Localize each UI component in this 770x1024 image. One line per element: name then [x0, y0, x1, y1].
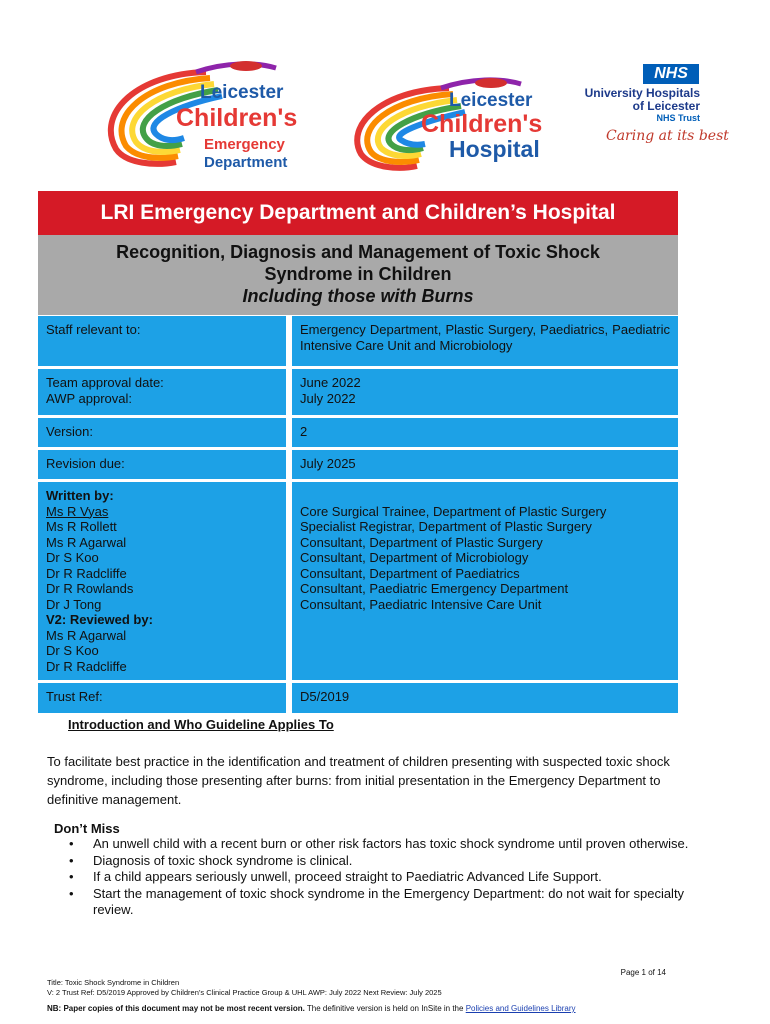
author-role: Consultant, Paediatric Emergency Department [300, 581, 569, 596]
author-name: Ms R Rollett [46, 519, 117, 534]
subtitle-line2: Syndrome in Children [264, 264, 452, 284]
footer-note [47, 1004, 576, 1013]
approval-labels [38, 369, 292, 418]
uhl-name-line1: University Hospitals [584, 86, 700, 100]
author-role: Core Surgical Trainee, Department of Plastic Surgery [300, 503, 607, 519]
list-item-text: Diagnosis of toxic shock syndrome is clinical. [93, 852, 353, 868]
ed-logo-line2: Children's [176, 104, 298, 132]
subtitle-line1: Recognition, Diagnosis and Management of Toxic Shock [116, 242, 600, 262]
revision-value: July 2025 [292, 450, 678, 482]
table-row [38, 450, 678, 482]
author-name: Ms R Agarwal [46, 534, 127, 550]
author-name: Dr J Tong [46, 596, 102, 612]
list-item [54, 886, 694, 919]
list-item [54, 836, 694, 853]
author-name: Ms R Vyas [46, 503, 109, 519]
awp-approval-label: AWP approval: [46, 390, 132, 406]
table-row [38, 683, 678, 716]
footer-note-text: The definitive version is held on InSite in the [304, 1004, 466, 1013]
table-row [38, 316, 678, 369]
reviewed-by-label: V2: Reviewed by: [46, 612, 153, 627]
document-subtitle [38, 235, 678, 315]
dont-miss-list [54, 836, 694, 919]
author-role: Consultant, Paediatric Intensive Care Unit [300, 596, 542, 612]
trust-ref-label: Trust Ref: [38, 683, 292, 716]
list-item [54, 869, 694, 886]
uhl-trust-label: NHS Trust [656, 113, 700, 123]
ed-logo-line3: Emergency [204, 136, 285, 153]
staff-relevant-value: Emergency Department, Plastic Surgery, Paediatrics, Paediatric Intensive Care Unit and Microbiology [292, 316, 678, 369]
ed-logo-line4: Department [204, 154, 288, 171]
hospital-logo-line3: Hospital [449, 136, 540, 162]
uhl-tagline: Caring at its best [606, 128, 729, 144]
uhl-name-line2: of Leicester [632, 99, 700, 113]
awp-approval-value: July 2022 [300, 390, 356, 406]
bullet-icon: • [69, 836, 74, 851]
written-by-label: Written by: [46, 488, 114, 503]
bullet-icon: • [69, 852, 74, 868]
intro-paragraph: To facilitate best practice in the identification and treatment of children presenting with suspected toxic shock syndrome, including those presenting after burns: from initial presentation in the Emergency Department to definitive management. [47, 754, 670, 807]
bullet-icon: • [69, 869, 74, 884]
policies-library-link[interactable]: Policies and Guidelines Library [465, 1004, 576, 1013]
hospital-logo-line1: Leicester [449, 90, 533, 111]
author-role: Consultant, Department of Plastic Surgery [300, 534, 543, 550]
document-control-table [38, 316, 678, 716]
table-row [38, 418, 678, 450]
list-item-text: Start the management of toxic shock syndrome in the Emergency Department: do not wait for specialty review. [93, 885, 685, 917]
author-name: Dr R Radcliffe [46, 565, 127, 581]
revision-label: Revision due: [38, 450, 292, 482]
version-value: 2 [292, 418, 678, 450]
team-approval-label: Team approval date: [46, 375, 164, 390]
author-role: Consultant, Department of Paediatrics [300, 565, 520, 581]
footer-note-bold: NB: Paper copies of this document may not be most recent version. [47, 1004, 305, 1013]
subtitle-line3: Including those with Burns [242, 286, 474, 306]
author-name: Dr R Rowlands [46, 581, 134, 596]
footer-title: Title: Toxic Shock Syndrome in Children [47, 978, 180, 987]
trust-ref-value: D5/2019 [292, 683, 678, 716]
page-number: Page 1 of 14 [620, 968, 666, 977]
nhs-logo: NHS [643, 64, 699, 84]
reviewer-name: Dr R Radcliffe [46, 658, 127, 674]
team-approval-value: June 2022 [300, 375, 361, 390]
intro-heading: Introduction and Who Guideline Applies To [68, 717, 334, 732]
authors-cell [38, 482, 292, 683]
document-title: LRI Emergency Department and Children’s Hospital [38, 191, 678, 235]
reviewer-name: Dr S Koo [46, 643, 99, 658]
childrens-hospital-logo [345, 74, 575, 174]
list-item-text: An unwell child with a recent burn or other risk factors has toxic shock syndrome until proven otherwise. [93, 836, 689, 851]
approval-values [292, 369, 678, 418]
table-row [38, 482, 678, 683]
hospital-logo-line2: Children's [421, 110, 543, 138]
version-label: Version: [38, 418, 292, 450]
author-role: Specialist Registrar, Department of Plastic Surgery [300, 519, 592, 534]
roles-cell [292, 482, 678, 683]
list-item-text: If a child appears seriously unwell, proceed straight to Paediatric Advanced Life Support. [93, 869, 602, 884]
bullet-icon: • [69, 885, 74, 901]
list-item [54, 853, 694, 870]
table-row [38, 369, 678, 418]
dont-miss-heading: Don’t Miss [54, 821, 120, 836]
ed-logo-line1: Leicester [200, 82, 284, 103]
author-role: Consultant, Department of Microbiology [300, 550, 529, 565]
author-name: Dr S Koo [46, 550, 99, 565]
footer-version-info: V: 2 Trust Ref: D5/2019 Approved by Children’s Clinical Practice Group & UHL AWP: July 2022 Next Review: July 2025 [47, 988, 442, 997]
staff-relevant-label: Staff relevant to: [38, 316, 292, 369]
childrens-emergency-department-logo [96, 54, 346, 174]
reviewer-name: Ms R Agarwal [46, 627, 127, 643]
